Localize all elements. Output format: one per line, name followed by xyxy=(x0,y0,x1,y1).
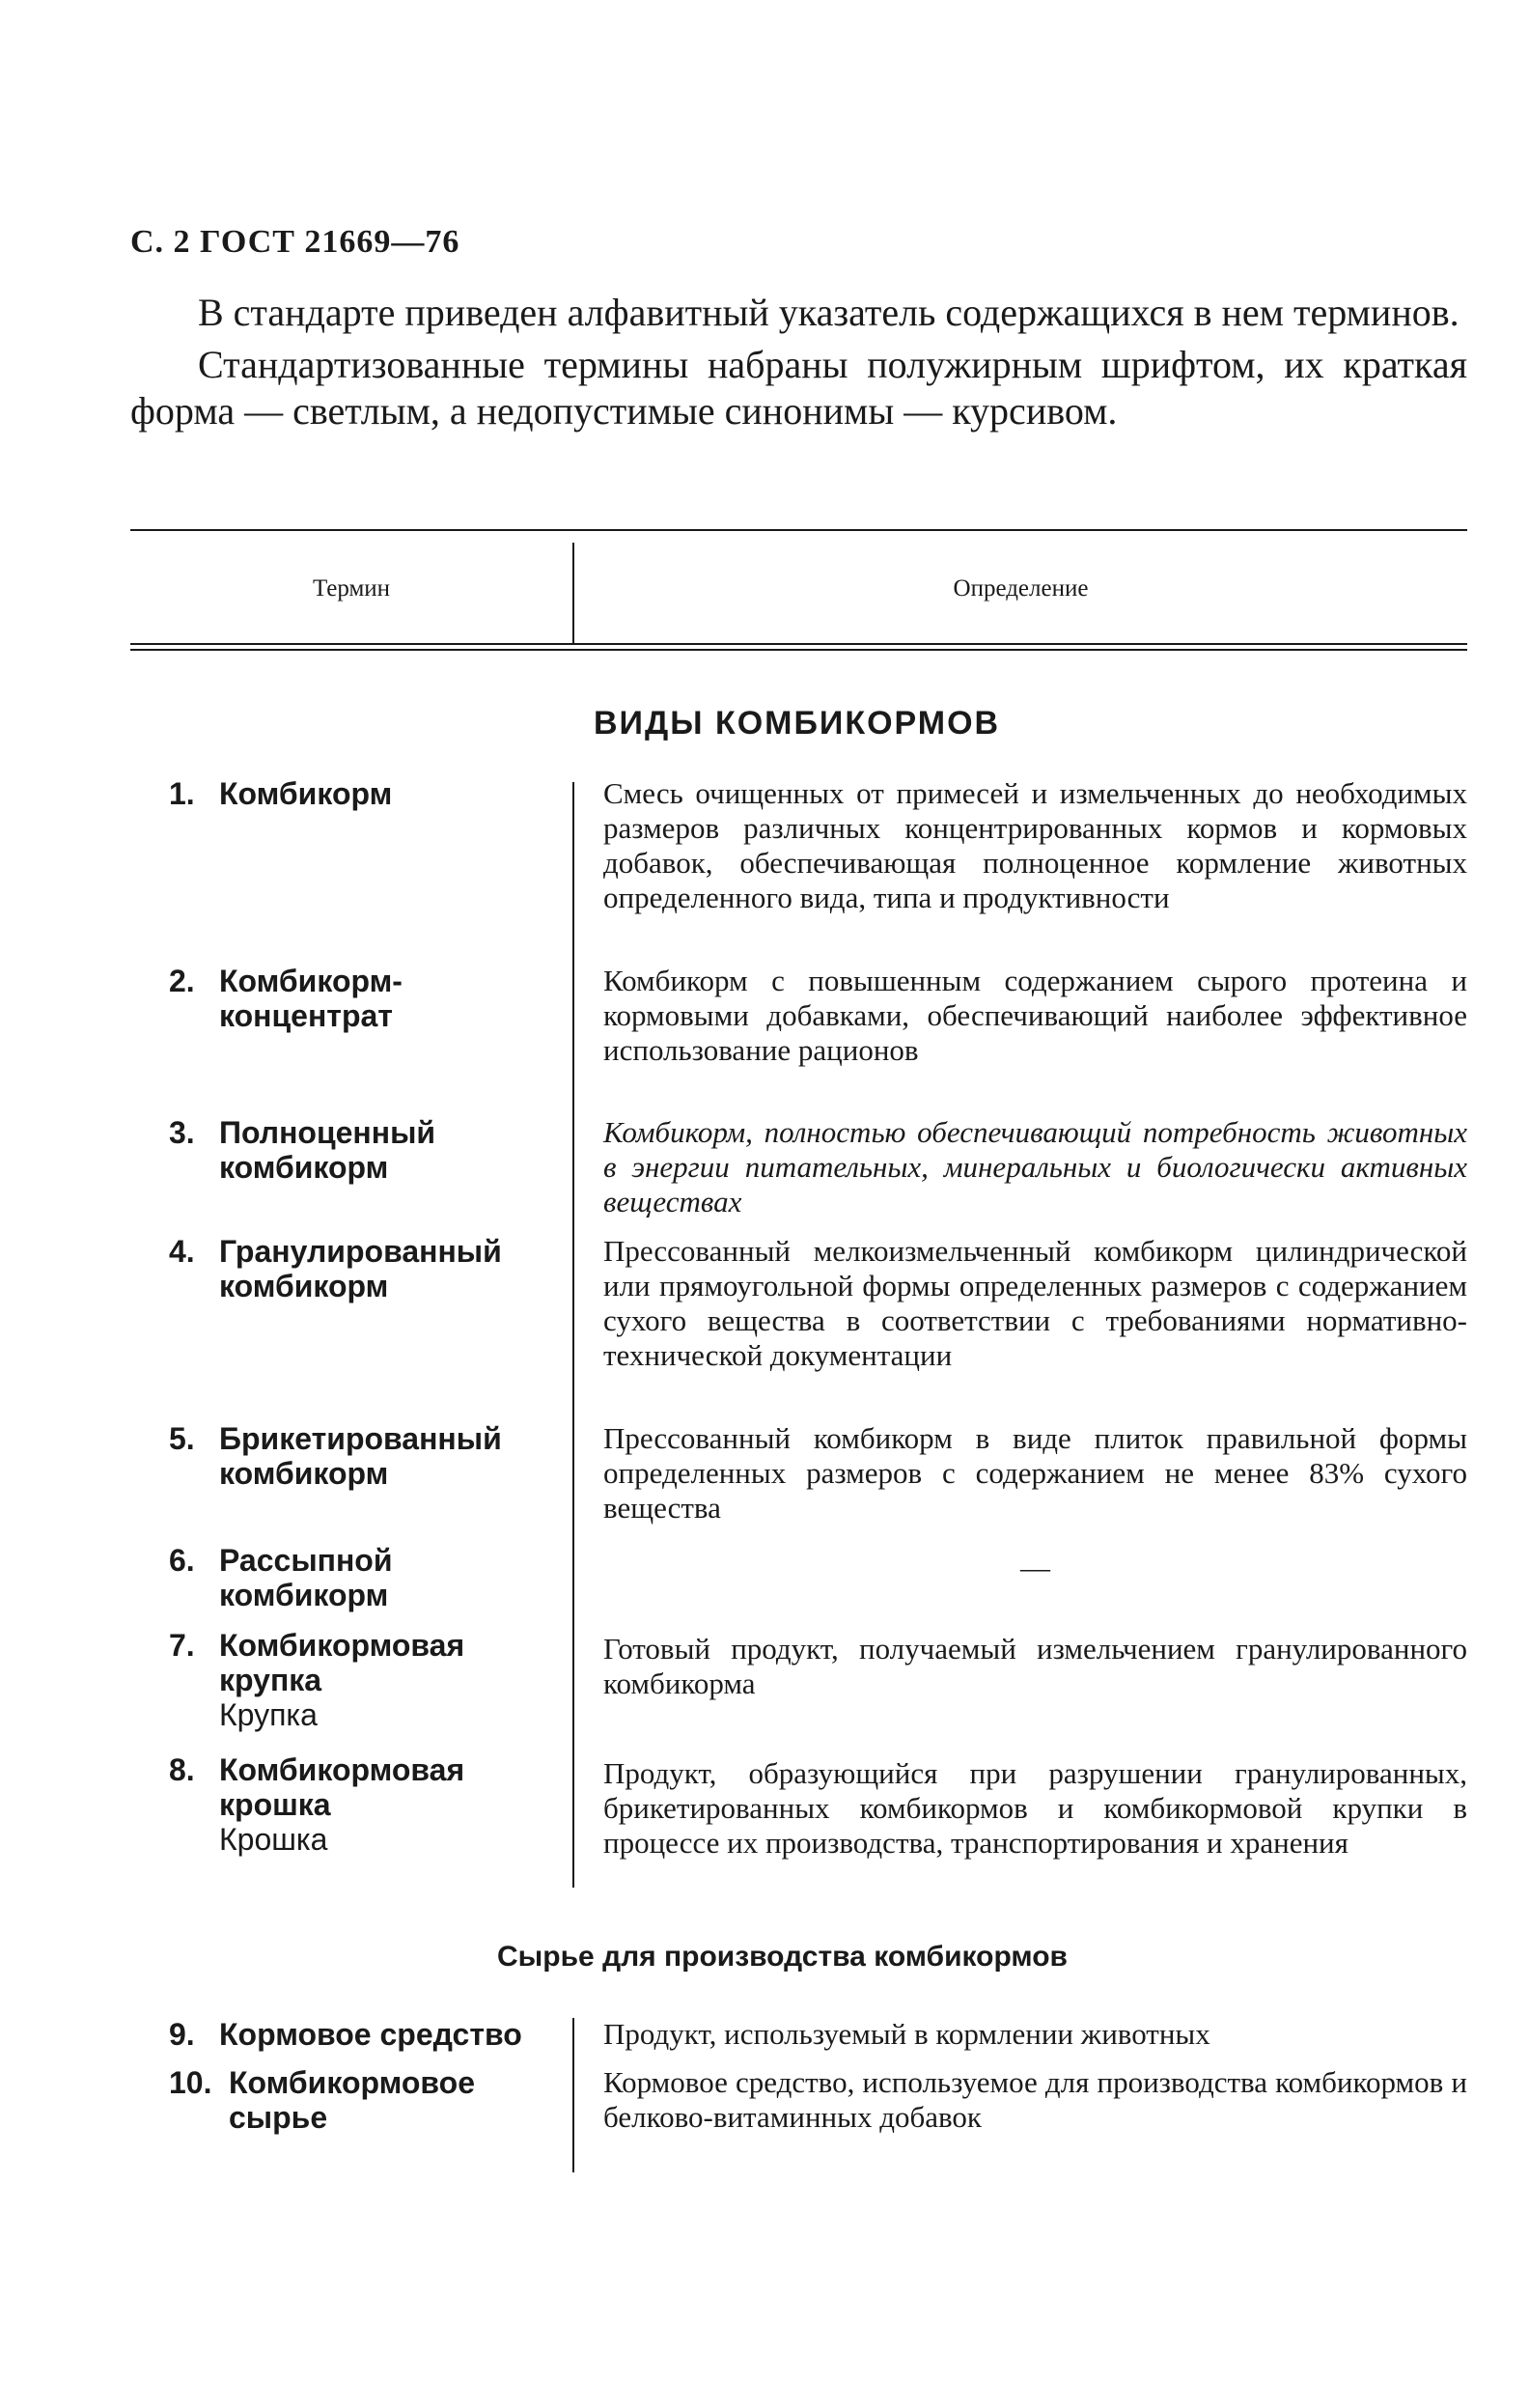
term-number: 7. xyxy=(169,1628,195,1663)
term-number: 5. xyxy=(169,1421,195,1456)
term-number: 6. xyxy=(169,1543,195,1578)
term-cell xyxy=(169,1421,565,1491)
term-cell xyxy=(169,1115,565,1185)
term-cell xyxy=(169,1752,565,1857)
term-cell xyxy=(169,2017,594,2052)
terms-section-2 xyxy=(130,2013,1467,2206)
term-name: Комбикормовая крошка xyxy=(219,1752,465,1822)
term-short-form: Крупка xyxy=(219,1697,318,1732)
term-number: 2. xyxy=(169,964,195,998)
term-number: 4. xyxy=(169,1234,195,1269)
column-header-definition: Определение xyxy=(953,575,1089,602)
term-definition: — xyxy=(1020,1551,1050,1584)
term-name: Комбикормовая крупка xyxy=(219,1628,465,1697)
term-number: 9. xyxy=(169,2017,195,2052)
term-definition: Кормовое средство, используемое для производства комбикормов и белково-витаминных добавок xyxy=(603,2065,1467,2134)
term-short-form: Крошка xyxy=(219,1822,328,1857)
header-rule-2 xyxy=(130,649,1467,651)
term-cell xyxy=(169,776,565,811)
term-definition: Продукт, образующийся при разрушении гранулированных, брикетированных комбикормов и комбикормовой крупки в процессе их производства, транспортирования и хранения xyxy=(603,1756,1467,1860)
term-name: Гранулированный комбикорм xyxy=(219,1234,502,1303)
term-name: Комбикорм xyxy=(219,776,393,811)
intro-text xyxy=(130,290,1467,434)
term-definition: Комбикорм с повышенным содержанием сырого протеина и кормовыми добавками, обеспечивающий наиболее эффективное использование рационов xyxy=(603,964,1467,1067)
term-definition: Комбикорм, полностью обеспечивающий потребность животных в энергии питательных, минеральных и биологически активных веществах xyxy=(603,1115,1467,1218)
term-definition: Продукт, используемый в кормлении животных xyxy=(603,2017,1210,2051)
term-number: 1. xyxy=(169,776,195,811)
term-cell xyxy=(169,2065,565,2135)
table-header xyxy=(130,529,1467,651)
term-definition: Готовый продукт, получаемый измельчением гранулированного комбикорма xyxy=(603,1632,1467,1700)
column-header-term: Термин xyxy=(312,575,391,602)
term-name: Полноценный комбикорм xyxy=(219,1115,436,1185)
top-rule xyxy=(130,529,1467,531)
section-subtitle: Сырье для производства комбикормов xyxy=(497,1941,1068,1973)
term-name: Кормовое средство xyxy=(219,2017,522,2052)
section-title: ВИДЫ КОМБИКОРМОВ xyxy=(594,705,1001,742)
term-name: Комбикорм-концентрат xyxy=(219,964,403,1033)
term-name: Брикетированный комбикорм xyxy=(219,1421,502,1491)
term-definition: Прессованный комбикорм в виде плиток правильной формы определенных размеров с содержанием не менее 83% сухого вещества xyxy=(603,1421,1467,1525)
column-divider xyxy=(572,782,574,1888)
term-name: Рассыпной комбикорм xyxy=(219,1543,393,1612)
term-number: 8. xyxy=(169,1752,195,1787)
terms-section-1 xyxy=(130,772,1467,1883)
intro-paragraph-1: В стандарте приведен алфавитный указатель содержащихся в нем терминов. xyxy=(198,291,1460,334)
term-cell xyxy=(169,1543,565,1612)
term-number: 3. xyxy=(169,1115,195,1150)
term-cell xyxy=(169,1628,565,1732)
term-number: 10. xyxy=(169,2065,212,2100)
page-header: С. 2 ГОСТ 21669—76 xyxy=(130,224,460,260)
term-definition: Смесь очищенных от примесей и измельченных до необходимых размеров различных концентрированных кормов и кормовых добавок, обеспечивающая полноценное кормление животных определенного вида, типа и продуктивности xyxy=(603,776,1467,914)
term-cell xyxy=(169,964,565,1033)
term-cell xyxy=(169,1234,565,1303)
term-name: Комбикормовое сырье xyxy=(229,2065,475,2135)
intro-paragraph-2: Стандартизованные термины набраны полужирным шрифтом, их краткая форма — светлым, а недопустимые синонимы — курсивом. xyxy=(130,343,1467,433)
header-rule-1 xyxy=(130,643,1467,645)
term-definition: Прессованный мелкоизмельченный комбикорм цилиндрической или прямоугольной формы определенных размеров с содержанием сухого вещества в соответствии с требованиями нормативно-технической документации xyxy=(603,1234,1467,1372)
